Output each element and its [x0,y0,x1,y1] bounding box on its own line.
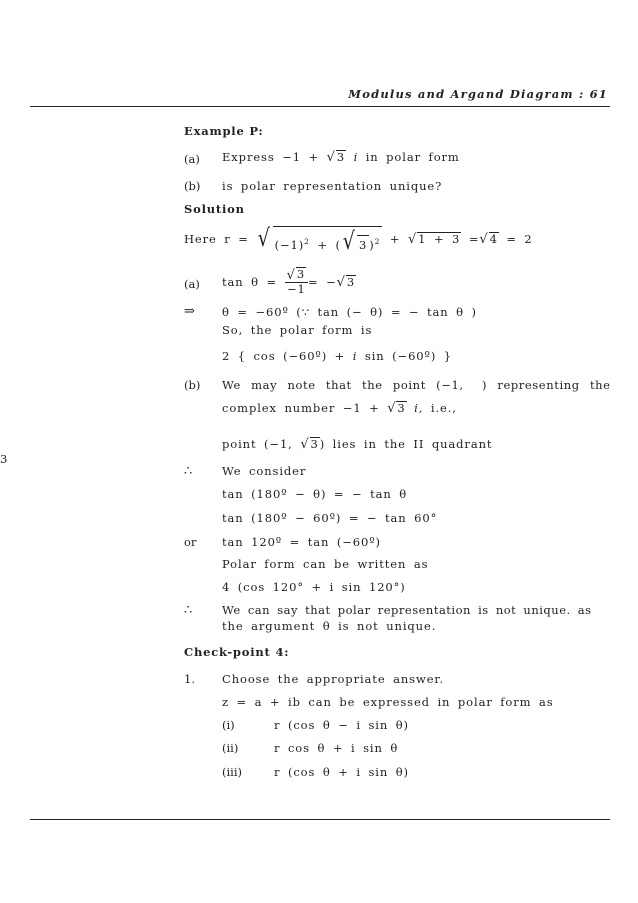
or-label: or [184,535,197,549]
example-b-label: (b) [184,179,201,193]
option-1: r (cos θ − i sin θ) [274,718,409,732]
b-line-1a: We may note that the point (−1, [222,378,464,392]
conclusion-line-1: We can say that polar representation is not unique. as [222,603,592,617]
polar-form-2: 4 (cos 120° + i sin 120°) [222,580,406,594]
checkpoint-title: Check-point 4: [184,645,290,659]
solution-title: Solution [184,202,245,216]
theta-line: θ = −60º (∵ tan (− θ) = − tan θ ) [222,305,477,319]
sqrt-3: √ 3 [326,150,346,166]
header-rule [30,106,610,107]
option-1-label: (i) [222,718,235,732]
tan-line-1: tan (180º − θ) = − tan θ [222,487,408,501]
example-a-text: Express −1 + √ 3 i in polar form [222,150,460,166]
question-number: 1. [184,672,195,686]
modulus-equation: Here r = √ $(-1)^2$ + ( √ 3 )$^2$ + √ 1 + 3 = √ 4 = 2 [184,223,533,255]
tan-equation: tan θ = √ 3 −1 = − √ 3 [222,267,356,296]
b-line-2: complex number −1 + √ 3 i, i.e., [222,401,457,417]
implies-symbol: ⇒ [184,304,195,319]
therefore-symbol-2: ∴ [184,603,193,618]
conclusion-line-2: the argument θ is not unique. [222,619,437,633]
polar-form-1: 2 { cos (−60º) + i sin (−60º) } [222,349,452,363]
consider-line: We consider [222,464,307,478]
example-b-text: is polar representation unique? [222,179,443,193]
footer-rule [30,819,610,820]
big-sqrt: √ $(-1)^2$ + ( √ 3 )$^2$ [257,223,381,255]
polar-written-line: Polar form can be written as [222,557,429,571]
example-a-label: (a) [184,152,200,166]
b-line-3: point (−1, √ 3 ) lies in the II quadrant [222,437,493,453]
tan-line-2: tan (180º − 60º) = − tan 60° [222,511,438,525]
example-title: Example P: [184,124,264,138]
edge-digit: 3 [0,452,8,466]
solution-a-label: (a) [184,277,200,291]
b-line-1b: ) representing the [482,378,611,392]
question-text: Choose the appropriate answer. [222,672,445,686]
option-2-label: (ii) [222,741,239,755]
option-3: r (cos θ + i sin θ) [274,765,409,779]
solution-b-label: (b) [184,378,201,392]
page-header: Modulus and Argand Diagram : 61 [348,87,608,101]
tan-line-3: tan 120º = tan (−60º) [222,535,381,549]
therefore-symbol: ∴ [184,464,193,479]
option-3-label: (iii) [222,765,243,779]
so-line: So, the polar form is [222,323,373,337]
question-statement: z = a + ib can be expressed in polar form as [222,695,554,709]
option-2: r cos θ + i sin θ [274,741,399,755]
